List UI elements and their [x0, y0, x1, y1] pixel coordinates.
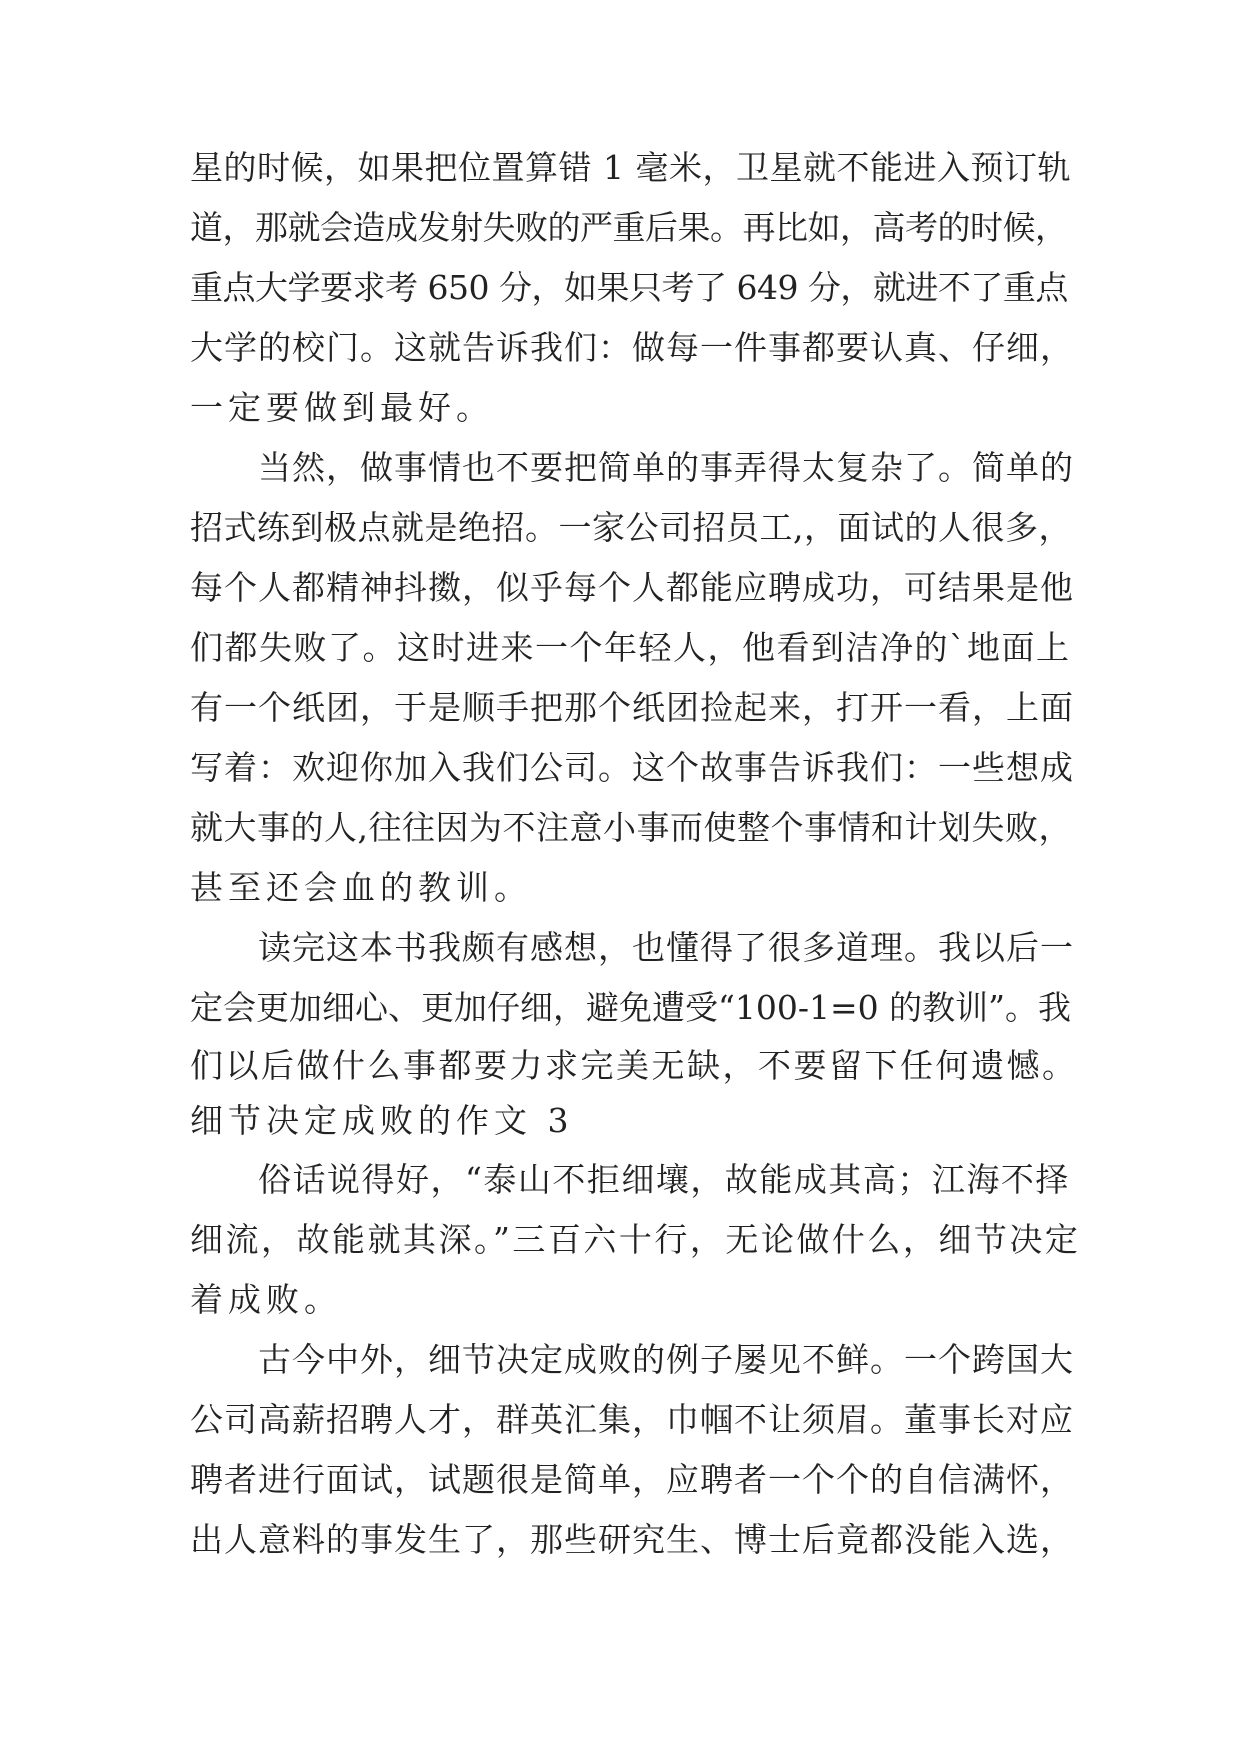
- text-line: 定会更加细心、更加仔细，避免遭受“100-1=0 的教训”。我: [190, 988, 1072, 1027]
- text-line: 甚至还会血的教训。: [190, 868, 532, 907]
- text-line: 星的时候，如果把位置算错 1 毫米，卫星就不能进入预订轨: [190, 148, 1071, 187]
- section-heading: 细节决定成败的作文 3: [190, 1101, 574, 1140]
- text-line: 大学的校门。这就告诉我们：做每一件事都要认真、仔细，: [190, 328, 1074, 367]
- paragraph-start-line: 古今中外，细节决定成败的例子屡见不鲜。一个跨国大: [258, 1340, 1074, 1379]
- text-line: 聘者进行面试，试题很是简单，应聘者一个个的自信满怀，: [190, 1460, 1074, 1499]
- paragraph-start-line: 当然，做事情也不要把简单的事弄得太复杂了。简单的: [258, 448, 1074, 487]
- text-line: 有一个纸团，于是顺手把那个纸团捡起来，打开一看，上面: [190, 688, 1074, 727]
- text-line: 每个人都精神抖擞，似乎每个人都能应聘成功，可结果是他: [190, 568, 1074, 607]
- text-line: 出人意料的事发生了，那些研究生、博士后竟都没能入选，: [190, 1520, 1074, 1559]
- text-line: 着成败。: [190, 1280, 342, 1319]
- text-line: 写着：欢迎你加入我们公司。这个故事告诉我们：一些想成: [190, 748, 1074, 787]
- text-line: 道，那就会造成发射失败的严重后果。再比如，高考的时候，: [190, 208, 1068, 247]
- text-line: 们都失败了。这时进来一个年轻人，他看到洁净的`地面上: [190, 628, 1071, 667]
- text-line: 们以后做什么事都要力求完美无缺，不要留下任何遗憾。: [190, 1046, 1078, 1085]
- text-line: 重点大学要求考 650 分，如果只考了 649 分，就进不了重点: [190, 268, 1068, 307]
- text-line: 一定要做到最好。: [190, 388, 494, 427]
- paragraph-start-line: 读完这本书我颇有感想，也懂得了很多道理。我以后一: [258, 928, 1074, 967]
- text-line: 就大事的人,往往因为不注意小事而使整个事情和计划失败，: [190, 808, 1072, 847]
- text-line: 公司高薪招聘人才，群英汇集，巾帼不让须眉。董事长对应: [190, 1400, 1074, 1439]
- text-line: 细流，故能就其深。”三百六十行，无论做什么，细节决定: [190, 1220, 1081, 1259]
- text-line: 招式练到极点就是绝招。一家公司招员工,，面试的人很多，: [190, 508, 1072, 547]
- paragraph-start-line: 俗话说得好，“泰山不拒细壤，故能成其高；江海不择: [258, 1160, 1070, 1199]
